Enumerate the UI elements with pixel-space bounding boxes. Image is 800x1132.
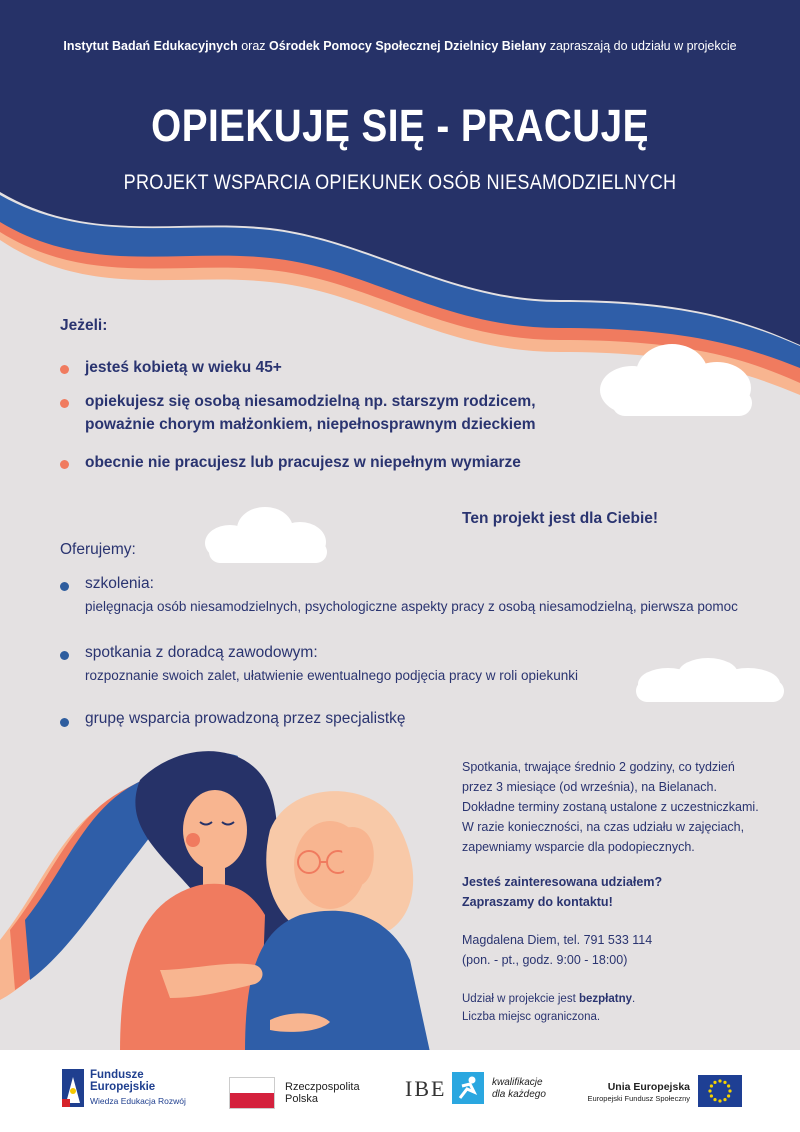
kw-logo-text [492,1077,546,1101]
free-note [462,990,635,1026]
condition-line: poważnie chorym małżonkiem, niepełnosprawnym dzieckiem [85,416,536,433]
offer-item-title: spotkania z doradcą zawodowym: [85,644,318,661]
condition-item: jesteś kobietą w wieku 45+ [85,359,282,376]
offer-item-title: szkolenia: [85,575,154,592]
info-line: zapewniamy wsparcie dla podopiecznych. [462,840,695,854]
offer-item-detail: pielęgnacja osób niesamodzielnych, psychologiczne aspekty pracy z osobą niesamodzielną, pierwsza pomoc [85,599,738,614]
kwalifikacje-logo-icon [452,1072,484,1104]
info-line: W razie konieczności, na czas udziału w zajęciach, [462,820,745,834]
info-line: Spotkania, trwające średnio 2 godziny, co tydzień [462,760,735,774]
condition-line: opiekujesz się osobą niesamodzielną np. starszym rodzicem, [85,393,536,410]
free-bold: bezpłatny [578,993,633,1005]
bullet-dot [60,718,69,727]
offer-item-title: grupę wsparcia prowadzoną przez specjalistkę [85,710,406,727]
bullet-dot [60,460,69,469]
org2: Ośrodek Pomocy Społecznej Dzielnicy Bielany [269,39,547,53]
cta-line: Jesteś zainteresowana udziałem? [462,875,663,889]
eu-flag-icon [698,1075,742,1107]
eu-line1: Unia Europejska [607,1081,690,1093]
fe-line1: Fundusze [90,1069,144,1081]
page-subtitle: PROJEKT WSPARCIA OPIEKUNEK OSÓB NIESAMODZIELNYCH [123,171,677,194]
page-title: OPIEKUJĘ SIĘ - PRACUJĘ [151,100,649,151]
fe-line3: Wiedza Edukacja Rozwój [90,1096,186,1106]
eu-line2: Europejski Fundusz Społeczny [587,1094,690,1103]
fundusze-europejskie-logo-icon [62,1069,84,1107]
info-paragraph [462,757,759,857]
rp-logo-text [285,1081,360,1105]
intro-rest: zapraszają do udziału w projekcie [549,39,737,53]
offer-heading: Oferujemy: [60,541,136,558]
cloud-decoration [592,340,764,420]
bullet-dot [60,582,69,591]
fe-line2: Europejskie [90,1081,156,1093]
caregiver-illustration [0,740,450,1052]
condition-item: obecnie nie pracujesz lub pracujesz w niepełnym wymiarze [85,454,521,471]
free-suffix: . [632,993,636,1005]
contact-block [462,930,652,970]
conditions-heading: Jeżeli: [60,317,108,334]
fe-logo-text [90,1069,155,1093]
cta-block [462,872,662,912]
footer-logos [0,1050,800,1132]
tagline: Ten projekt jest dla Ciebie! [462,510,659,527]
rp-line2: Polska [285,1093,319,1105]
contact-hours: (pon. - pt., godz. 9:00 - 18:00) [462,953,628,967]
condition-item [85,390,536,436]
cloud-decoration [628,656,788,704]
polish-flag-icon [229,1077,275,1109]
cloud-decoration [195,505,335,567]
info-line: przez 3 miesiące (od września), na Bielanach. [462,780,717,794]
kw-line1: kwalifikacje [492,1077,543,1088]
intro-line [0,39,800,53]
offer-item-detail: rozpoznanie swoich zalet, ułatwienie ewentualnego podjęcia pracy w roli opiekunki [85,668,579,683]
org1: Instytut Badań Edukacyjnych [63,39,238,53]
info-line: Dokładne terminy zostaną ustalone z uczestniczkami. [462,800,759,814]
bullet-dot [60,651,69,660]
rp-line1: Rzeczpospolita [285,1081,360,1093]
limited-note: Liczba miejsc ograniczona. [462,1011,601,1023]
bullet-dot [60,365,69,374]
conj: oraz [241,39,266,53]
free-prefix: Udział w projekcie jest [462,993,576,1005]
ibe-logo-text: IBE [405,1076,447,1101]
bullet-dot [60,399,69,408]
cta-line: Zapraszamy do kontaktu! [462,895,613,909]
kw-line2: dla każdego [492,1089,546,1100]
contact-name-phone: Magdalena Diem, tel. 791 533 114 [462,933,653,947]
